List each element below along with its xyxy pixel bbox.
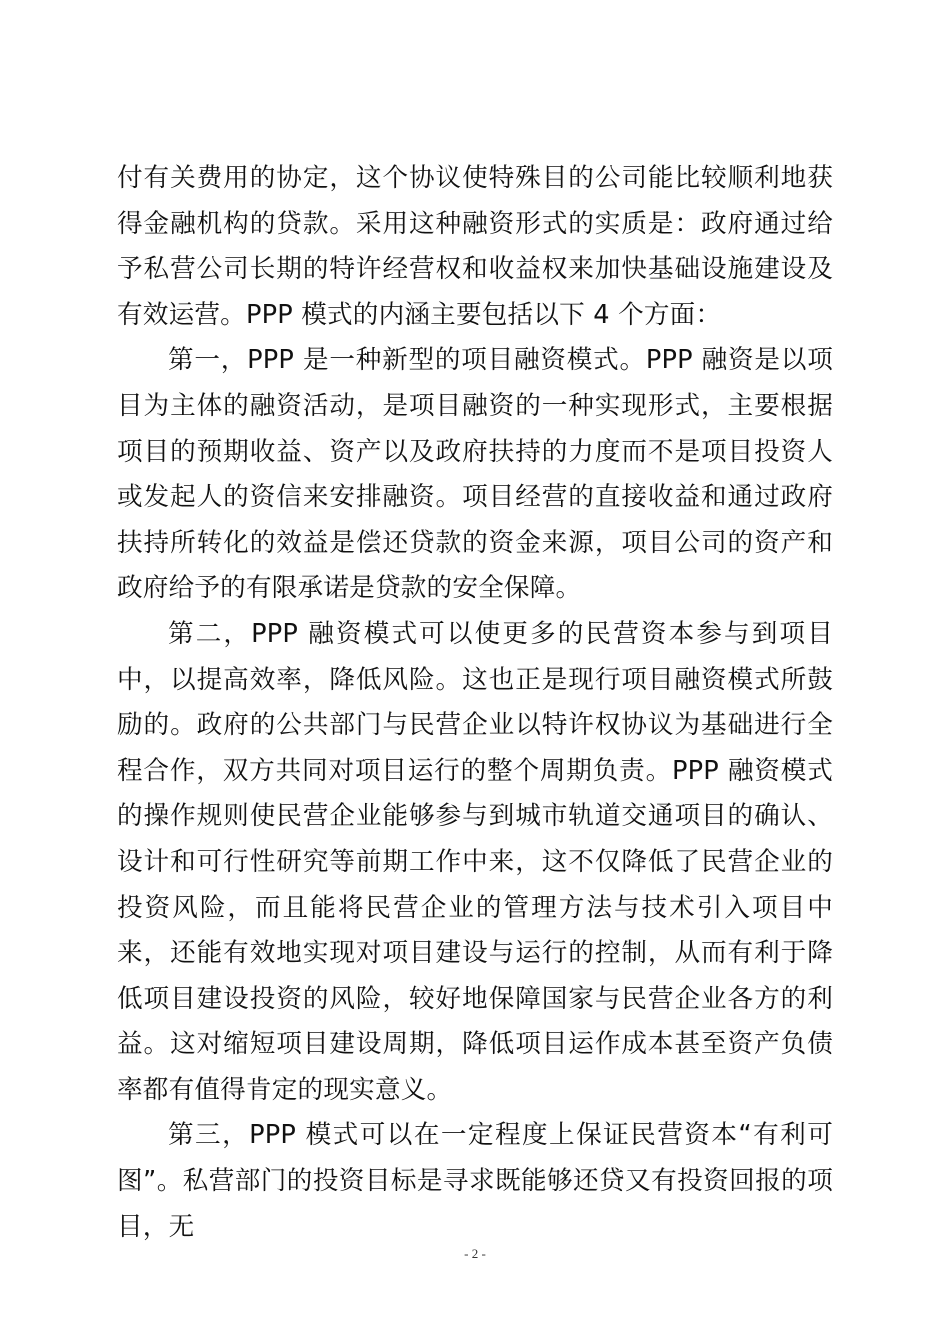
paragraph-point-1: 第一，PPP 是一种新型的项目融资模式。PPP 融资是以项目为主体的融资活动，是项目融资的一种实现形式，主要根据项目的预期收益、资产以及政府扶持的力度而不是项目投资人或发起人的资信来安排融资。项目经营的直接收益和通过政府扶持所转化的效益是偿还贷款的资金来源，项目公司的资产和政府给予的有限承诺是贷款的安全保障。 [117,345,833,604]
paragraph-point-3: 第三，PPP 模式可以在一定程度上保证民营资本“有利可图”。私营部门的投资目标是寻求既能够还贷又有投资回报的项目，无 [117,1120,833,1242]
paragraph-point-2: 第二，PPP 融资模式可以使更多的民营资本参与到项目中，以提高效率，降低风险。这也正是现行项目融资模式所鼓励的。政府的公共部门与民营企业以特许权协议为基础进行全程合作，双方共同对项目运行的整个周期负责。PPP 融资模式的操作规则使民营企业能够参与到城市轨道交通项目的确认、设计和可行性研究等前期工作中来，这不仅降低了民营企业的投资风险，而且能将民营企业的管理方法与技术引入项目中来，还能有效地实现对项目建设与运行的控制，从而有利于降低项目建设投资的风险，较好地保障国家与民营企业各方的利益。这对缩短项目建设周期，降低项目运作成本甚至资产负债率都有值得肯定的现实意义。 [117,618,833,1105]
document-body [117,156,833,1250]
paragraph-continuation: 付有关费用的协定，这个协议使特殊目的公司能比较顺利地获得金融机构的贷款。采用这种融资形式的实质是：政府通过给予私营公司长期的特许经营权和收益权来加快基础设施建设及有效运营。PPP 模式的内涵主要包括以下 4 个方面： [117,163,833,330]
page-number: - 2 - [464,1246,486,1261]
